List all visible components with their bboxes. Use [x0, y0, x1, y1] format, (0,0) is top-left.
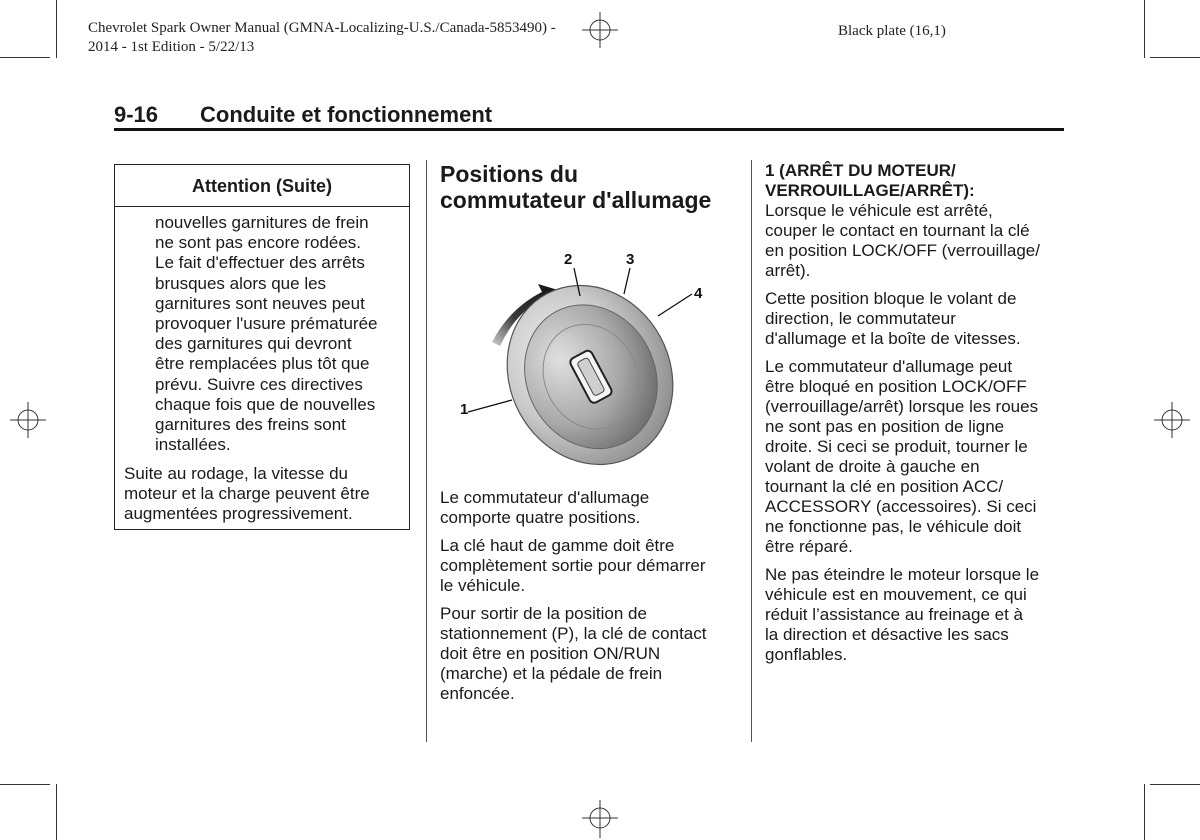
paragraph [765, 289, 1065, 349]
registration-mark-top [580, 10, 620, 50]
text-line: ne fonctionne pas, le véhicule doit [765, 517, 1022, 536]
text-line: Lorsque le véhicule est arrêté, [765, 201, 993, 220]
text-line: doit être en position ON/RUN [440, 644, 661, 663]
attention-heading: Attention (Suite) [115, 165, 409, 207]
section-title: Conduite et fonctionnement [200, 102, 493, 127]
plate-label: Black plate (16,1) [838, 23, 946, 39]
attention-line: brusques alors que les [155, 273, 327, 293]
text-line: arrêt). [765, 261, 811, 280]
paragraph [765, 357, 1065, 557]
attention-line: nouvelles garnitures de frein [155, 213, 369, 232]
column-divider-left [426, 160, 427, 742]
text-line: La clé haut de gamme doit être [440, 536, 675, 555]
attention-line: Suite au rodage, la vitesse du [124, 464, 348, 483]
text-line: ACCESSORY (accessoires). Si ceci [765, 497, 1037, 516]
column-title-line: Positions du [440, 161, 578, 187]
registration-mark-right [1152, 400, 1192, 440]
attention-line: moteur et la charge peuvent être [124, 484, 370, 504]
figure-label-2: 2 [564, 251, 573, 268]
text-line: ne sont pas en position de ligne [765, 417, 1005, 436]
column-divider-right [751, 160, 752, 742]
attention-followup-text [124, 464, 404, 525]
attention-line: prévu. Suivre ces directives [155, 374, 363, 394]
sub-heading-line: VERROUILLAGE/ARRÊT): [765, 181, 975, 200]
text-line: (verrouillage/arrêt) lorsque les roues [765, 397, 1039, 416]
attention-line: garnitures sont neuves peut [155, 293, 365, 313]
column-title-line: commutateur d'allumage [440, 187, 712, 213]
middle-column-body [440, 488, 740, 712]
text-line: stationnement (P), la clé de contact [440, 624, 707, 643]
page-number: 9-16 [114, 102, 159, 127]
paragraph [440, 604, 740, 704]
ignition-switch-figure [440, 240, 740, 480]
attention-line: garnitures des freins sont [155, 415, 346, 435]
attention-line: chaque fois que de nouvelles [155, 394, 376, 414]
attention-line: Le fait d'effectuer des arrêts [155, 253, 365, 273]
print-header-line2: 2014 - 1st Edition - 5/22/13 [88, 39, 255, 55]
text-line: en position LOCK/OFF (verrouillage/ [765, 241, 1040, 260]
text-line: gonflables. [765, 645, 848, 664]
figure-label-3: 3 [626, 251, 635, 268]
print-header [88, 19, 556, 57]
text-line: réduit l’assistance au freinage et à [765, 605, 1023, 624]
text-line: comporte quatre positions. [440, 508, 641, 527]
text-line: droite. Si ceci se produit, tourner le [765, 437, 1028, 456]
print-header-line1: Chevrolet Spark Owner Manual (GMNA-Localizing-U.S./Canada-5853490) - [88, 20, 556, 36]
attention-line: être remplacées plus tôt que [155, 354, 370, 374]
text-line: volant de droite à gauche en [765, 457, 980, 476]
column-title [440, 161, 711, 213]
figure-label-4: 4 [694, 285, 703, 302]
sub-heading-line: 1 (ARRÊT DU MOTEUR/ [765, 161, 956, 180]
text-line: être réparé. [765, 537, 853, 556]
text-line: Cette position bloque le volant de [765, 289, 1017, 308]
text-line: (marche) et la pédale de frein [440, 664, 663, 683]
text-line: Le commutateur d'allumage peut [765, 357, 1013, 376]
paragraph [765, 161, 1065, 281]
attention-line: des garnitures qui devront [155, 334, 352, 354]
attention-line: augmentées progressivement. [124, 504, 353, 524]
text-line: Ne pas éteindre le moteur lorsque le [765, 565, 1040, 584]
header-rule [114, 128, 1064, 131]
text-line: direction, le commutateur [765, 309, 956, 328]
text-line: la direction et désactive les sacs [765, 625, 1009, 644]
ignition-switch-icon [476, 256, 704, 480]
attention-line: provoquer l'usure prématurée [155, 314, 378, 334]
text-line: être bloqué en position LOCK/OFF [765, 377, 1027, 396]
registration-mark-bottom [580, 798, 620, 840]
figure-label-1: 1 [460, 401, 469, 418]
text-line: Pour sortir de la position de [440, 604, 647, 623]
text-line: enfoncée. [440, 684, 515, 703]
paragraph [765, 565, 1065, 665]
attention-line: ne sont pas encore rodées. [155, 233, 362, 253]
paragraph [440, 536, 740, 596]
right-column-body [765, 161, 1065, 673]
text-line: le véhicule. [440, 576, 526, 595]
text-line: tournant la clé en position ACC/ [765, 477, 1004, 496]
text-line: couper le contact en tournant la clé [765, 221, 1030, 240]
paragraph [440, 488, 740, 528]
text-line: véhicule est en mouvement, ce qui [765, 585, 1027, 604]
registration-mark-left [8, 400, 48, 440]
text-line: complètement sortie pour démarrer [440, 556, 706, 575]
attention-line: installées. [155, 435, 231, 455]
attention-box [114, 164, 410, 530]
attention-indented-text [155, 213, 407, 455]
text-line: Le commutateur d'allumage [440, 488, 650, 507]
text-line: d'allumage et la boîte de vitesses. [765, 329, 1021, 348]
